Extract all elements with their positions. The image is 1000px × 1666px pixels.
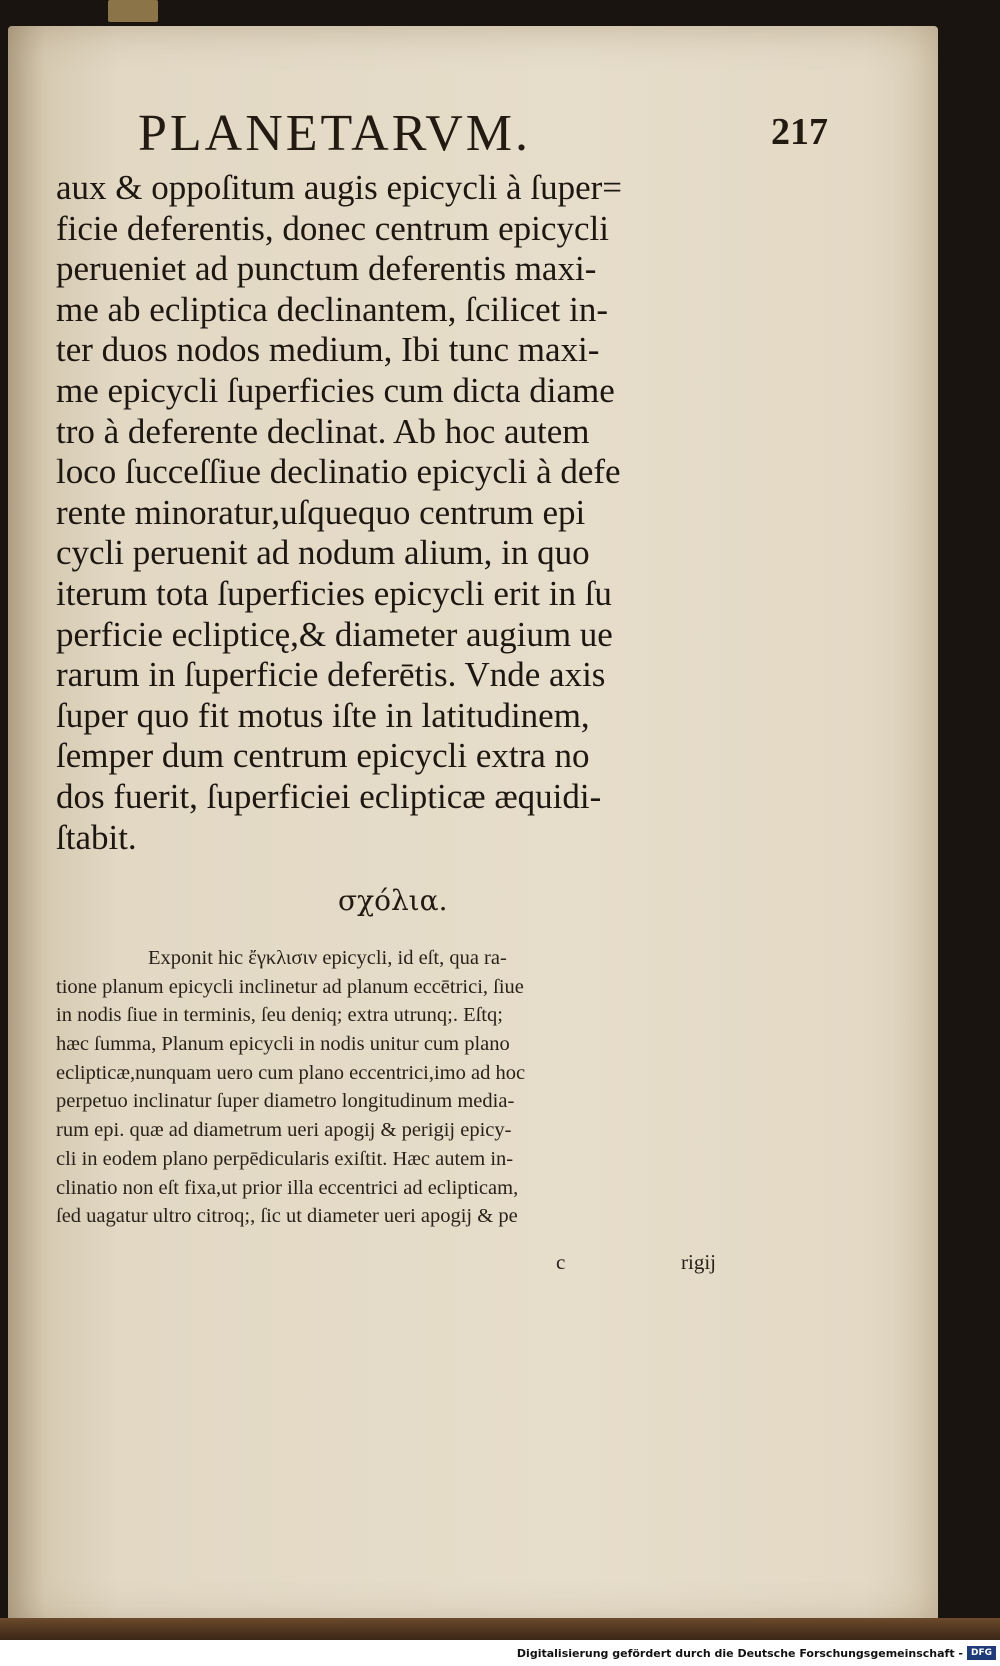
scholia-heading: σχόλια. [338,884,448,917]
page-header [138,104,828,174]
main-text-line: perficie eclipticę,& diameter augium ue [56,614,613,654]
digitization-credit [517,1646,996,1660]
catchword: rigij [681,1250,716,1274]
running-head: PLANETARVM. [138,105,532,162]
paper-page [8,26,938,1626]
commentary-line: ſed uagatur ultro citroq;, ſic ut diameter ueri apogij & pe [56,1205,518,1228]
main-text-line: ſuper quo fit motus iſte in latitudinem, [56,695,590,735]
dfg-logo: DFG [967,1646,996,1660]
main-text-line: aux & oppoſitum augis epicycli à ſuper= [56,168,622,207]
commentary-line: cli in eodem plano perpēdicularis exiſtit. Hæc autem in- [56,1147,514,1170]
commentary-line: eclipticæ,nunquam uero cum plano eccentrici,imo ad hoc [56,1061,526,1084]
main-text-block [56,168,716,858]
main-text-line: dos fuerit, ſuperficiei eclipticæ æquidi- [56,776,602,816]
main-text-line: rente minoratur,uſquequo centrum epi [56,492,586,532]
main-text-line: perueniet ad punctum deferentis maxi- [56,249,597,289]
page-tab [108,0,158,22]
catchline [56,1250,716,1280]
commentary-line: perpetuo inclinatur ſuper diametro longitudinum media- [56,1090,515,1113]
main-text-line: me epicycli ſuperficies cum dicta diame [56,370,615,410]
commentary-line: rum epi. quæ ad diametrum ueri apogij & perigij epicy- [56,1119,512,1142]
commentary-line: in nodis ſiue in terminis, ſeu deniq; extra utrunq;. Eſtq; [56,1004,503,1027]
main-text-line: cycli peruenit ad nodum alium, in quo [56,533,590,573]
commentary-line: tione planum epicycli inclinetur ad planum eccētrici, ſiue [56,975,524,998]
main-text-line: ſtabit. [56,817,137,857]
main-text-line: ſemper dum centrum epicycli extra no [56,736,590,776]
signature-mark: c [556,1250,566,1274]
main-text-line: loco ſucceſſiue declinatio epicycli à defe [56,452,621,492]
commentary-block [56,944,716,1231]
main-text-line: ficie deferentis, donec centrum epicycli [56,208,609,248]
credit-text: Digitalisierung gefördert durch die Deutsche Forschungsgemeinschaft - [516,1646,963,1660]
commentary-line: hæc ſumma, Planum epicycli in nodis unitur cum plano [56,1033,510,1056]
main-text-line: rarum in ſuperficie deferētis. Vnde axis [56,655,606,695]
commentary-line: clinatio non eſt fixa,ut prior illa eccentrici ad eclipticam, [56,1176,519,1199]
main-text-line: ter duos nodos medium, Ibi tunc maxi- [56,330,600,370]
main-text-line: me ab ecliptica declinantem, ſcilicet in- [56,289,608,329]
commentary-line: Exponit hic ἔγκλισιν epicycli, id eſt, qua ra- [148,947,507,969]
main-text-line: tro à deferente declinat. Ab hoc autem [56,411,590,451]
page-number: 217 [771,111,828,153]
book-bottom-edge [0,1618,1000,1640]
main-text-line: iterum tota ſuperficies epicycli erit in ſu [56,573,612,613]
